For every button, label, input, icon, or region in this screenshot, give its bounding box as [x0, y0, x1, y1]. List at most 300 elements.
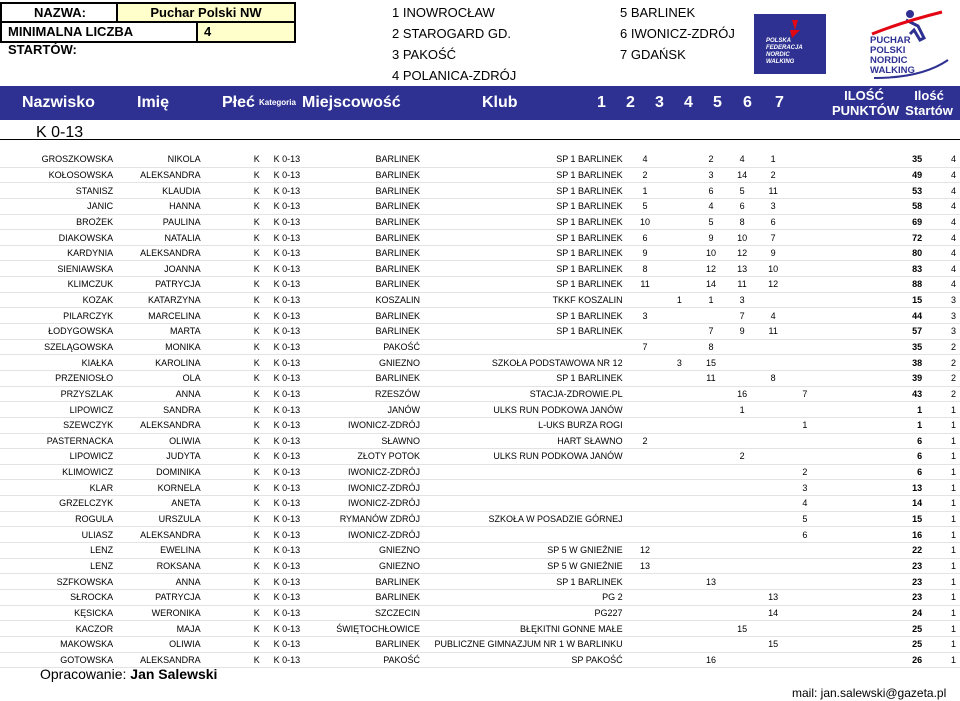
cell-round-3 — [695, 496, 727, 512]
cell-round-5: 14 — [757, 605, 789, 621]
cell-town: BARLINEK — [310, 167, 424, 183]
cell-round-7 — [821, 386, 856, 402]
cell-starts: 2 — [926, 386, 960, 402]
cell-round-6 — [789, 574, 821, 590]
table-row — [0, 543, 960, 559]
cell-last-name: PASTERNACKA — [0, 433, 117, 449]
cell-points: 6 — [855, 464, 926, 480]
cell-round-5 — [757, 402, 789, 418]
cell-category: K 0-13 — [264, 167, 310, 183]
cell-round-4: 11 — [727, 277, 758, 293]
cell-round-7 — [821, 167, 856, 183]
cell-gender: K — [205, 652, 264, 668]
cell-first-name: MAJA — [117, 621, 205, 637]
cell-round-4 — [727, 574, 758, 590]
cell-club: SP 1 BARLINEK — [424, 308, 627, 324]
cell-town: PAKOŚĆ — [310, 339, 424, 355]
cell-town: BARLINEK — [310, 277, 424, 293]
cell-round-6 — [789, 589, 821, 605]
cell-town: BARLINEK — [310, 152, 424, 167]
cell-round-6 — [789, 214, 821, 230]
cell-round-3 — [695, 433, 727, 449]
cell-round-4: 15 — [727, 621, 758, 637]
cell-category: K 0-13 — [264, 214, 310, 230]
cell-round-5: 4 — [757, 308, 789, 324]
cell-round-2 — [664, 621, 696, 637]
cell-first-name: NIKOLA — [117, 152, 205, 167]
cell-town: ŚWIĘTOCHŁOWICE — [310, 621, 424, 637]
cell-round-4: 14 — [727, 167, 758, 183]
cell-town: IWONICZ-ZDRÓJ — [310, 527, 424, 543]
cell-round-3: 9 — [695, 230, 727, 246]
cell-round-2 — [664, 636, 696, 652]
cell-round-7 — [821, 558, 856, 574]
cell-last-name: GOTOWSKA — [0, 652, 117, 668]
cell-round-7 — [821, 402, 856, 418]
cell-last-name: ŁODYGOWSKA — [0, 324, 117, 340]
cell-gender: K — [205, 355, 264, 371]
cell-gender: K — [205, 277, 264, 293]
cell-round-1 — [627, 386, 664, 402]
cell-town: BARLINEK — [310, 636, 424, 652]
table-row — [0, 230, 960, 246]
table-row — [0, 292, 960, 308]
cell-last-name: LIPOWICZ — [0, 402, 117, 418]
ppnw-text-2: POLSKI — [870, 45, 906, 56]
cell-round-5 — [757, 355, 789, 371]
cell-round-1: 3 — [627, 308, 664, 324]
pfnw-text-2: FEDERACJA — [766, 45, 803, 51]
cell-round-7 — [821, 261, 856, 277]
cell-round-4 — [727, 589, 758, 605]
cell-category: K 0-13 — [264, 183, 310, 199]
cell-round-4 — [727, 652, 758, 668]
cell-gender: K — [205, 183, 264, 199]
cell-points: 1 — [855, 417, 926, 433]
cell-club: SP 1 BARLINEK — [424, 152, 627, 167]
cell-last-name: LIPOWICZ — [0, 449, 117, 465]
cell-round-3 — [695, 402, 727, 418]
cell-gender: K — [205, 636, 264, 652]
cell-round-6 — [789, 245, 821, 261]
cell-round-4: 10 — [727, 230, 758, 246]
cell-round-2 — [664, 652, 696, 668]
cell-round-4 — [727, 464, 758, 480]
cell-round-4: 13 — [727, 261, 758, 277]
cell-club: SZKOŁA W POSADZIE GÓRNEJ — [424, 511, 627, 527]
cell-last-name: PILARCZYK — [0, 308, 117, 324]
cell-town: RZESZÓW — [310, 386, 424, 402]
cell-category: K 0-13 — [264, 355, 310, 371]
cell-round-5 — [757, 339, 789, 355]
cell-round-6 — [789, 308, 821, 324]
cell-town: PAKOŚĆ — [310, 652, 424, 668]
cell-round-5: 9 — [757, 245, 789, 261]
col-round-1: 1 — [597, 94, 606, 111]
cell-points: 23 — [855, 574, 926, 590]
cell-round-5 — [757, 496, 789, 512]
cell-category: K 0-13 — [264, 589, 310, 605]
ppnw-text-4: WALKING — [870, 65, 915, 76]
cell-last-name: BROŻEK — [0, 214, 117, 230]
cell-last-name: MAKOWSKA — [0, 636, 117, 652]
cell-last-name: KARDYNIA — [0, 245, 117, 261]
cell-round-7 — [821, 433, 856, 449]
cell-points: 39 — [855, 370, 926, 386]
cell-round-5 — [757, 574, 789, 590]
cell-town: GNIEZNO — [310, 543, 424, 559]
cell-round-1 — [627, 464, 664, 480]
cell-first-name: PAULINA — [117, 214, 205, 230]
cell-last-name: LENZ — [0, 543, 117, 559]
table-row — [0, 527, 960, 543]
cell-round-1 — [627, 324, 664, 340]
cell-club: L-UKS BURZA ROGI — [424, 417, 627, 433]
table-row — [0, 589, 960, 605]
cell-last-name: GROSZKOWSKA — [0, 152, 117, 167]
cell-starts: 1 — [926, 480, 960, 496]
cell-first-name: NATALIA — [117, 230, 205, 246]
cell-gender: K — [205, 386, 264, 402]
cell-town: BARLINEK — [310, 214, 424, 230]
cell-club: SP 1 BARLINEK — [424, 261, 627, 277]
cell-first-name: ANNA — [117, 574, 205, 590]
cell-round-6 — [789, 543, 821, 559]
cell-round-7 — [821, 245, 856, 261]
cell-last-name: KLIMCZUK — [0, 277, 117, 293]
cell-round-7 — [821, 605, 856, 621]
table-row — [0, 167, 960, 183]
cell-round-2 — [664, 261, 696, 277]
cell-round-6 — [789, 230, 821, 246]
cell-round-6 — [789, 292, 821, 308]
cell-round-7 — [821, 370, 856, 386]
cell-round-3 — [695, 464, 727, 480]
cell-club — [424, 480, 627, 496]
table-row — [0, 464, 960, 480]
cell-round-7 — [821, 496, 856, 512]
cell-round-2 — [664, 496, 696, 512]
cell-category: K 0-13 — [264, 558, 310, 574]
cell-round-6 — [789, 339, 821, 355]
cell-category: K 0-13 — [264, 386, 310, 402]
cell-starts: 3 — [926, 324, 960, 340]
cell-round-5: 11 — [757, 183, 789, 199]
cell-first-name: ALEKSANDRA — [117, 527, 205, 543]
cell-points: 53 — [855, 183, 926, 199]
cell-last-name: KLIMOWICZ — [0, 464, 117, 480]
col-starts-l2: Startów — [905, 103, 953, 118]
cell-round-6: 7 — [789, 386, 821, 402]
cell-round-3 — [695, 558, 727, 574]
cell-last-name: LENZ — [0, 558, 117, 574]
cell-starts: 1 — [926, 496, 960, 512]
cell-last-name: KĘSICKA — [0, 605, 117, 621]
cell-round-6 — [789, 261, 821, 277]
cell-round-5: 3 — [757, 198, 789, 214]
cell-starts: 1 — [926, 574, 960, 590]
cell-round-5 — [757, 292, 789, 308]
cell-round-2 — [664, 339, 696, 355]
col-starts — [900, 88, 958, 118]
min-starts-label: MINIMALNA LICZBA STARTÓW: — [0, 21, 198, 43]
cell-last-name: KOZAK — [0, 292, 117, 308]
cell-town: BARLINEK — [310, 324, 424, 340]
cell-category: K 0-13 — [264, 621, 310, 637]
cell-points: 26 — [855, 652, 926, 668]
cell-points: 83 — [855, 261, 926, 277]
cell-round-7 — [821, 152, 856, 167]
cell-round-2 — [664, 402, 696, 418]
cell-club: SZKOŁA PODSTAWOWA NR 12 — [424, 355, 627, 371]
cell-round-2 — [664, 324, 696, 340]
cell-round-2 — [664, 511, 696, 527]
cell-round-2 — [664, 605, 696, 621]
cell-last-name: PRZENIOSŁO — [0, 370, 117, 386]
cell-round-1 — [627, 527, 664, 543]
cell-round-7 — [821, 621, 856, 637]
cell-round-6: 5 — [789, 511, 821, 527]
cell-round-1 — [627, 496, 664, 512]
cell-round-7 — [821, 355, 856, 371]
city-6: 6 IWONICZ-ZDRÓJ — [620, 26, 735, 41]
cell-starts: 1 — [926, 605, 960, 621]
category-title: K 0-13 — [36, 124, 84, 141]
cell-round-6 — [789, 167, 821, 183]
cell-gender: K — [205, 449, 264, 465]
cell-gender: K — [205, 433, 264, 449]
cell-category: K 0-13 — [264, 511, 310, 527]
cell-round-5 — [757, 464, 789, 480]
cell-points: 13 — [855, 480, 926, 496]
cell-club: STACJA-ZDROWIE.PL — [424, 386, 627, 402]
cell-gender: K — [205, 417, 264, 433]
table-row — [0, 417, 960, 433]
cell-points: 6 — [855, 449, 926, 465]
cell-round-1 — [627, 402, 664, 418]
table-row — [0, 214, 960, 230]
col-points-l2: PUNKTÓW — [832, 103, 900, 118]
cell-round-7 — [821, 230, 856, 246]
cell-gender: K — [205, 245, 264, 261]
cell-round-1: 7 — [627, 339, 664, 355]
cell-starts: 2 — [926, 355, 960, 371]
table-row — [0, 339, 960, 355]
cell-round-1 — [627, 449, 664, 465]
cell-gender: K — [205, 543, 264, 559]
cell-starts: 1 — [926, 543, 960, 559]
cell-last-name: KIAŁKA — [0, 355, 117, 371]
prepared-name: Jan Salewski — [130, 666, 218, 682]
cell-round-1 — [627, 355, 664, 371]
table-row — [0, 152, 960, 167]
cell-round-5: 8 — [757, 370, 789, 386]
cell-gender: K — [205, 496, 264, 512]
cell-round-1 — [627, 370, 664, 386]
cell-round-3: 16 — [695, 652, 727, 668]
cell-last-name: SZFKOWSKA — [0, 574, 117, 590]
cell-round-3: 4 — [695, 198, 727, 214]
cell-round-4 — [727, 511, 758, 527]
cell-last-name: KACZOR — [0, 621, 117, 637]
cell-club: SP 1 BARLINEK — [424, 245, 627, 261]
cell-starts: 3 — [926, 308, 960, 324]
cell-starts: 1 — [926, 417, 960, 433]
cell-round-6 — [789, 370, 821, 386]
contact-mail: mail: jan.salewski@gazeta.pl — [792, 686, 947, 700]
cell-first-name: ALEKSANDRA — [117, 167, 205, 183]
cell-category: K 0-13 — [264, 198, 310, 214]
cell-round-3: 3 — [695, 167, 727, 183]
cell-category: K 0-13 — [264, 245, 310, 261]
cell-town: IWONICZ-ZDRÓJ — [310, 464, 424, 480]
cell-town: SZCZECIN — [310, 605, 424, 621]
cell-points: 16 — [855, 527, 926, 543]
cell-category: K 0-13 — [264, 480, 310, 496]
cell-starts: 4 — [926, 167, 960, 183]
cell-points: 24 — [855, 605, 926, 621]
cell-club: SP 1 BARLINEK — [424, 277, 627, 293]
cell-club: SP 5 W GNIEŹNIE — [424, 543, 627, 559]
cell-first-name: OLA — [117, 370, 205, 386]
cell-starts: 4 — [926, 183, 960, 199]
cell-round-4: 2 — [727, 449, 758, 465]
cell-round-7 — [821, 339, 856, 355]
cell-category: K 0-13 — [264, 292, 310, 308]
cell-category: K 0-13 — [264, 152, 310, 167]
cell-category: K 0-13 — [264, 402, 310, 418]
cell-gender: K — [205, 261, 264, 277]
ppnw-logo — [862, 4, 952, 82]
cell-round-3: 6 — [695, 183, 727, 199]
cell-round-7 — [821, 511, 856, 527]
cell-round-7 — [821, 480, 856, 496]
cell-round-5: 13 — [757, 589, 789, 605]
cell-category: K 0-13 — [264, 464, 310, 480]
cell-points: 43 — [855, 386, 926, 402]
cell-round-5: 15 — [757, 636, 789, 652]
cell-category: K 0-13 — [264, 261, 310, 277]
cell-first-name: ANNA — [117, 386, 205, 402]
cell-round-7 — [821, 417, 856, 433]
cell-round-7 — [821, 292, 856, 308]
cell-round-1 — [627, 621, 664, 637]
cell-round-6 — [789, 324, 821, 340]
cell-round-5 — [757, 417, 789, 433]
table-row — [0, 496, 960, 512]
ppnw-text-1: PUCHAR — [870, 35, 911, 46]
cell-round-4 — [727, 496, 758, 512]
cell-round-4: 8 — [727, 214, 758, 230]
cell-points: 49 — [855, 167, 926, 183]
table-row — [0, 386, 960, 402]
cell-last-name: SZEWCZYK — [0, 417, 117, 433]
cell-category: K 0-13 — [264, 636, 310, 652]
cell-round-3: 7 — [695, 324, 727, 340]
cell-starts: 2 — [926, 370, 960, 386]
cell-round-2 — [664, 183, 696, 199]
cell-round-1: 2 — [627, 433, 664, 449]
cell-round-1: 2 — [627, 167, 664, 183]
cell-round-2: 3 — [664, 355, 696, 371]
cell-points: 15 — [855, 292, 926, 308]
cell-round-1: 9 — [627, 245, 664, 261]
city-4: 4 POLANICA-ZDRÓJ — [392, 68, 517, 83]
cell-round-6 — [789, 652, 821, 668]
cell-round-6 — [789, 621, 821, 637]
cell-club: SP 1 BARLINEK — [424, 574, 627, 590]
cell-town: BARLINEK — [310, 370, 424, 386]
cell-points: 38 — [855, 355, 926, 371]
cell-points: 22 — [855, 543, 926, 559]
table-row — [0, 261, 960, 277]
table-row — [0, 370, 960, 386]
cell-first-name: KLAUDIA — [117, 183, 205, 199]
cell-last-name: SZELĄGOWSKA — [0, 339, 117, 355]
cell-club: SP 1 BARLINEK — [424, 183, 627, 199]
cell-round-1 — [627, 589, 664, 605]
cell-gender: K — [205, 464, 264, 480]
cell-points: 44 — [855, 308, 926, 324]
min-starts-value: 4 — [196, 21, 296, 43]
cell-round-7 — [821, 308, 856, 324]
col-round-7: 7 — [775, 94, 784, 111]
cell-round-7 — [821, 589, 856, 605]
cell-club: ULKS RUN PODKOWA JANÓW — [424, 449, 627, 465]
cell-town: RYMANÓW ZDRÓJ — [310, 511, 424, 527]
cell-last-name: ROGULA — [0, 511, 117, 527]
cell-round-6 — [789, 152, 821, 167]
cell-points: 25 — [855, 636, 926, 652]
cell-first-name: ANETA — [117, 496, 205, 512]
col-nazwisko: Nazwisko — [22, 94, 95, 111]
cell-round-5 — [757, 433, 789, 449]
cell-round-4 — [727, 417, 758, 433]
cell-round-1: 5 — [627, 198, 664, 214]
cell-round-3 — [695, 636, 727, 652]
cell-round-5: 11 — [757, 324, 789, 340]
cell-round-3 — [695, 527, 727, 543]
cell-town: IWONICZ-ZDRÓJ — [310, 496, 424, 512]
cell-round-7 — [821, 183, 856, 199]
cell-round-1: 6 — [627, 230, 664, 246]
cell-last-name: KLAR — [0, 480, 117, 496]
cell-points: 72 — [855, 230, 926, 246]
cell-round-3 — [695, 511, 727, 527]
cell-gender: K — [205, 402, 264, 418]
cell-starts: 4 — [926, 261, 960, 277]
cell-gender: K — [205, 339, 264, 355]
cell-round-3: 13 — [695, 574, 727, 590]
cell-round-4 — [727, 636, 758, 652]
cell-round-1: 4 — [627, 152, 664, 167]
cell-round-5 — [757, 621, 789, 637]
cell-round-1 — [627, 574, 664, 590]
cell-round-2: 1 — [664, 292, 696, 308]
cell-round-3: 11 — [695, 370, 727, 386]
cell-club: ULKS RUN PODKOWA JANÓW — [424, 402, 627, 418]
cell-category: K 0-13 — [264, 324, 310, 340]
cell-points: 14 — [855, 496, 926, 512]
cell-starts: 1 — [926, 652, 960, 668]
city-5: 5 BARLINEK — [620, 5, 696, 20]
cell-round-2 — [664, 433, 696, 449]
cell-town: IWONICZ-ZDRÓJ — [310, 480, 424, 496]
cell-round-6 — [789, 636, 821, 652]
cell-club: PG 2 — [424, 589, 627, 605]
cell-points: 58 — [855, 198, 926, 214]
cell-category: K 0-13 — [264, 574, 310, 590]
